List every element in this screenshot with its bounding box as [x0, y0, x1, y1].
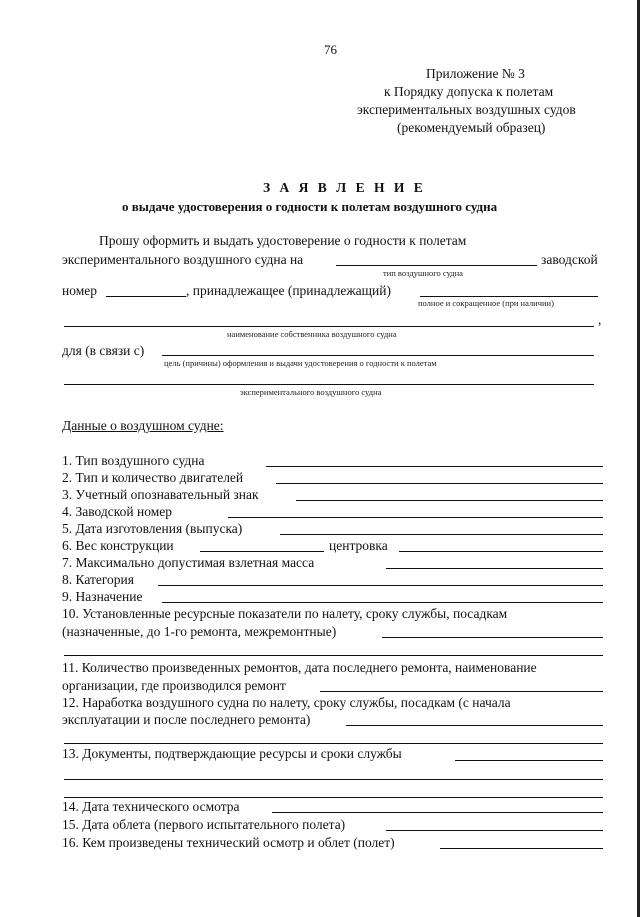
intro-line-1: Прошу оформить и выдать удостоверение о годности к полетам: [99, 233, 467, 248]
item-11-label: 11. Количество произведенных ремонтов, дата последнего ремонта, наименование: [62, 660, 537, 675]
item-3-label: 3. Учетный опознавательный знак: [62, 487, 259, 502]
item-10-field[interactable]: [382, 637, 603, 638]
section-title: Данные о воздушном судне:: [62, 418, 224, 433]
item-10-label: 10. Установленные ресурсные показатели по налету, сроку службы, посадкам: [62, 606, 508, 621]
item-3-field[interactable]: [296, 500, 603, 501]
item-13-field[interactable]: [455, 760, 603, 761]
caption-full-name: полное и сокращенное (при наличии): [418, 298, 554, 308]
item-6-balance-label: центровка: [329, 538, 388, 553]
item-1-label: 1. Тип воздушного судна: [62, 453, 205, 468]
owned-by-label: , принадлежащее (принадлежащий): [186, 283, 392, 298]
item-16-field[interactable]: [440, 848, 603, 849]
appendix-sample-note: (рекомендуемый образец): [397, 120, 546, 135]
item-2-label: 2. Тип и количество двигателей: [62, 470, 244, 485]
purpose-label: для (в связи с): [62, 343, 145, 358]
intro-factory-label: заводской: [541, 252, 598, 267]
item-9-label: 9. Назначение: [62, 589, 143, 604]
appendix-reference: к Порядку допуска к полетам: [384, 84, 554, 99]
item-7-field[interactable]: [386, 568, 603, 569]
item-7-label: 7. Максимально допустимая взлетная масса: [62, 555, 315, 570]
item-6-label: 6. Вес конструкции: [62, 538, 174, 553]
purpose-field-2[interactable]: [64, 384, 594, 385]
item-8-label: 8. Категория: [62, 572, 134, 587]
item-16-label: 16. Кем произведены технический осмотр и облет (полет): [62, 835, 395, 850]
owner-name-field[interactable]: [420, 296, 598, 297]
item-13-field-2[interactable]: [64, 779, 603, 780]
item-15-label: 15. Дата облета (первого испытательного полета): [62, 817, 346, 832]
item-12-label-2: эксплуатации и после последнего ремонта): [62, 712, 311, 727]
caption-aircraft-type: тип воздушного судна: [383, 268, 463, 278]
item-5-field[interactable]: [280, 534, 603, 535]
item-12-field[interactable]: [346, 725, 603, 726]
item-9-field[interactable]: [162, 602, 603, 603]
serial-number-field[interactable]: [106, 296, 186, 297]
item-12-label: 12. Наработка воздушного судна по налету, сроку службы, посадкам (с начала: [62, 695, 511, 710]
appendix-number: Приложение № 3: [426, 66, 525, 81]
item-11-field[interactable]: [320, 691, 603, 692]
item-14-field[interactable]: [272, 812, 603, 813]
caption-purpose: цель (причины) оформления и выдачи удостоверения о годности к полетам: [164, 358, 437, 368]
document-title: З А Я В Л Е Н И Е: [263, 180, 426, 195]
item-13-field-3[interactable]: [64, 797, 603, 798]
purpose-field[interactable]: [162, 355, 594, 356]
item-2-field[interactable]: [276, 483, 603, 484]
item-10-label-2: (назначенные, до 1-го ремонта, межремонтные): [62, 624, 337, 639]
item-6-balance-field[interactable]: [399, 551, 603, 552]
serial-number-label: номер: [62, 283, 98, 298]
item-8-field[interactable]: [158, 585, 603, 586]
item-4-label: 4. Заводской номер: [62, 504, 172, 519]
owner-name-field-2[interactable]: [64, 326, 594, 327]
aircraft-type-field[interactable]: [336, 265, 537, 266]
item-5-label: 5. Дата изготовления (выпуска): [62, 521, 243, 536]
item-1-field[interactable]: [266, 466, 603, 467]
item-13-label: 13. Документы, подтверждающие ресурсы и сроки службы: [62, 746, 402, 761]
document-subtitle: о выдаче удостоверения о годности к полетам воздушного судна: [122, 199, 498, 214]
comma: ,: [598, 312, 602, 327]
item-6-weight-field[interactable]: [200, 551, 324, 552]
page-number: 76: [324, 42, 337, 57]
item-4-field[interactable]: [228, 517, 603, 518]
item-14-label: 14. Дата технического осмотра: [62, 799, 240, 814]
appendix-reference-2: экспериментальных воздушных судов: [357, 102, 576, 117]
item-12-field-2[interactable]: [64, 743, 603, 744]
item-11-label-2: организации, где производился ремонт: [62, 678, 286, 693]
item-15-field[interactable]: [386, 830, 603, 831]
caption-purpose-2: экспериментального воздушного судна: [240, 387, 382, 397]
intro-line-2: экспериментального воздушного судна на: [62, 252, 304, 267]
caption-owner: наименование собственника воздушного судна: [227, 329, 397, 339]
item-10-field-2[interactable]: [64, 655, 603, 656]
